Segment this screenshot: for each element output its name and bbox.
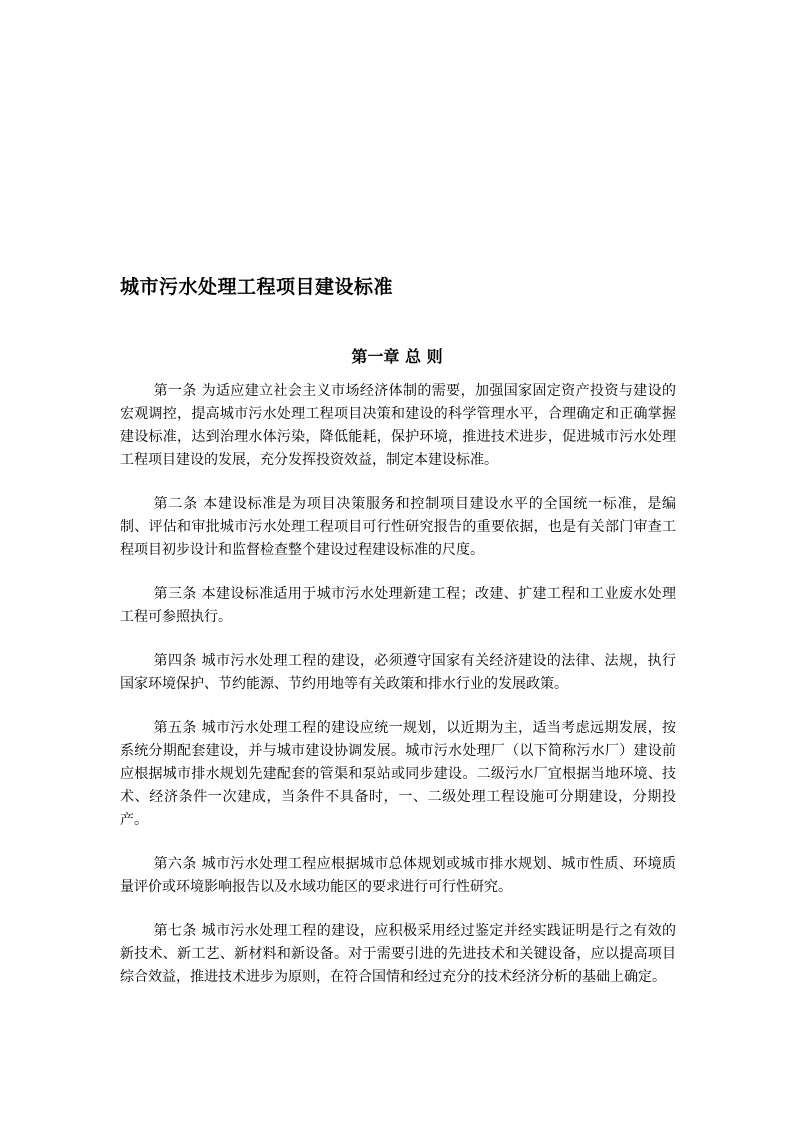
document-body	[120, 380, 676, 1010]
document-title: 城市污水处理工程项目建设标准	[120, 276, 394, 298]
article-1: 第一条 为适应建立社会主义市场经济体制的需要，加强国家固定资产投资与建设的宏观调控，提高城市污水处理工程项目决策和建设的科学管理水平，合理确定和正确掌握建设标准，达到治理水体污染，降低能耗，保护环境，推进技术进步，促进城市污水处理工程项目建设的发展，充分发挥投资效益，制定本建设标准。	[120, 383, 676, 468]
article-6: 第六条 城市污水处理工程应根据城市总体规划或城市排水规划、城市性质、环境质量评价或环境影响报告以及水域功能区的要求进行可行性研究。	[120, 856, 676, 895]
article-3: 第三条 本建设标准适用于城市污水处理新建工程；改建、扩建工程和工业废水处理工程可参照执行。	[120, 586, 676, 625]
article-2: 第二条 本建设标准是为项目决策服务和控制项目建设水平的全国统一标准，是编制、评估和审批城市污水处理工程项目可行性研究报告的重要依据，也是有关部门审查工程项目初步设计和监督检查整个建设过程建设标准的尺度。	[120, 496, 676, 558]
article-7: 第七条 城市污水处理工程的建设，应积极采用经过鉴定并经实践证明是行之有效的新技术、新工艺、新材料和新设备。对于需要引进的先进技术和关键设备，应以提高项目综合效益，推进技术进步为原则，在符合国情和经过充分的技术经济分析的基础上确定。	[120, 923, 676, 985]
article-5: 第五条 城市污水处理工程的建设应统一规划，以近期为主，适当考虑远期发展，按系统分期配套建设，并与城市建设协调发展。城市污水处理厂（以下简称污水厂）建设前应根据城市排水规划先建配套的管渠和泵站或同步建设。二级污水厂宜根据当地环境、技术、经济条件一次建成，当条件不具备时，一、二级处理工程设施可分期建设，分期投产。	[120, 720, 676, 828]
chapter-heading: 第一章 总 则	[351, 347, 443, 366]
article-4: 第四条 城市污水处理工程的建设，必须遵守国家有关经济建设的法律、法规，执行国家环境保护、节约能源、节约用地等有关政策和排水行业的发展政策。	[120, 653, 676, 692]
